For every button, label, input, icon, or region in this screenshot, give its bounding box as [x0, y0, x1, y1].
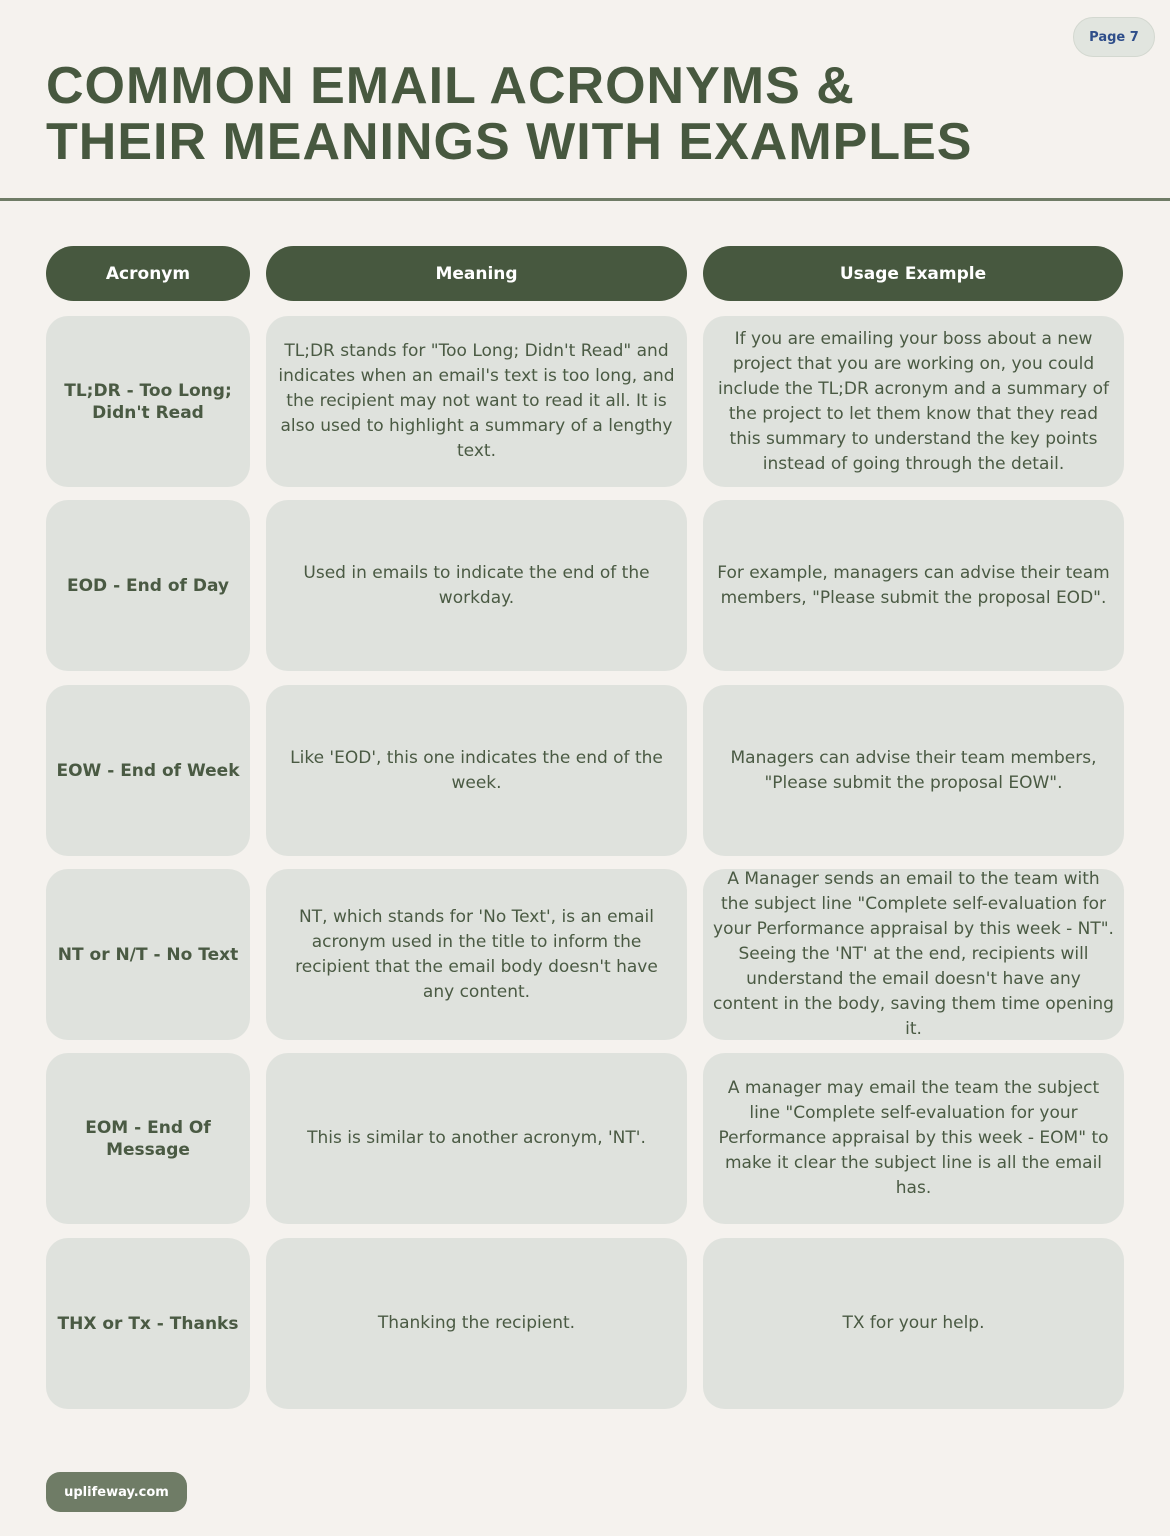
meaning-text: Thanking the recipient.: [377, 1313, 576, 1333]
table-row-2-acronym: [46, 500, 250, 671]
table-row-4-example: [703, 869, 1124, 1040]
meaning-text: Used in emails to indicate the end of the workday.: [303, 562, 650, 608]
table-row-4-acronym: [46, 869, 250, 1040]
example-text: Managers can advise their team members, "Please submit the proposal EOW".: [730, 747, 1097, 793]
title-line-1: COMMON EMAIL ACRONYMS &: [46, 57, 855, 115]
meaning-text: TL;DR stands for "Too Long; Didn't Read" and indicates when an email's text is too long, and the recipient may not want to read it all. It is also used to highlight a summary of a lengthy text.: [278, 341, 675, 461]
meaning-text: This is similar to another acronym, 'NT'.: [307, 1128, 646, 1148]
acronym-text: EOD - End of Day: [66, 575, 229, 596]
table-row-6-example: [703, 1238, 1124, 1409]
title-line-2: THEIR MEANINGS WITH EXAMPLES: [46, 113, 973, 171]
website-footer-badge: uplifeway.com: [46, 1472, 187, 1512]
table-row-5-acronym: [46, 1053, 250, 1224]
table-row-1-meaning: [266, 316, 687, 487]
example-text: A Manager sends an email to the team with the subject line "Complete self-evaluation for your Performance appraisal by this week - NT". Seeing the 'NT' at the end, recipients will understand the email doesn't have any content in the body, saving them time opening it.: [713, 869, 1114, 1039]
acronym-text: THX or Tx - Thanks: [57, 1313, 239, 1334]
meaning-text: NT, which stands for 'No Text', is an email acronym used in the title to inform the recipient that the email body doesn't have any content.: [295, 906, 658, 1002]
table-row-6-meaning: [266, 1238, 687, 1409]
table-row-6-acronym: [46, 1238, 250, 1409]
table-row-3-acronym: [46, 685, 250, 856]
header-usage-example: Usage Example: [703, 246, 1123, 301]
table-row-5-meaning: [266, 1053, 687, 1224]
example-text: For example, managers can advise their team members, "Please submit the proposal EOD".: [717, 562, 1110, 608]
page-title: [46, 58, 1126, 170]
title-divider: [0, 198, 1170, 201]
table-row-3-example: [703, 685, 1124, 856]
acronym-text: EOM - End Of Message: [85, 1117, 211, 1160]
table-row-2-example: [703, 500, 1124, 671]
table-row-5-example: [703, 1053, 1124, 1224]
example-text: A manager may email the team the subject line "Complete self-evaluation for your Performance appraisal by this week - EOM" to make it clear the subject line is all the email has.: [718, 1078, 1109, 1198]
table-row-1-acronym: [46, 316, 250, 487]
table-row-2-meaning: [266, 500, 687, 671]
example-text: TX for your help.: [842, 1313, 985, 1333]
header-meaning: Meaning: [266, 246, 687, 301]
acronym-text: TL;DR - Too Long; Didn't Read: [64, 380, 232, 423]
table-row-3-meaning: [266, 685, 687, 856]
page-number-badge: Page 7: [1073, 17, 1155, 57]
meaning-text: Like 'EOD', this one indicates the end of the week.: [290, 747, 663, 793]
acronym-text: NT or N/T - No Text: [57, 944, 239, 965]
acronym-text: EOW - End of Week: [56, 760, 240, 781]
header-acronym: Acronym: [46, 246, 250, 301]
table-row-4-meaning: [266, 869, 687, 1040]
example-text: If you are emailing your boss about a new project that you are working on, you could include the TL;DR acronym and a summary of the project to let them know that they read this summary to understand the key points instead of going through the detail.: [718, 328, 1109, 474]
table-row-1-example: [703, 316, 1124, 487]
